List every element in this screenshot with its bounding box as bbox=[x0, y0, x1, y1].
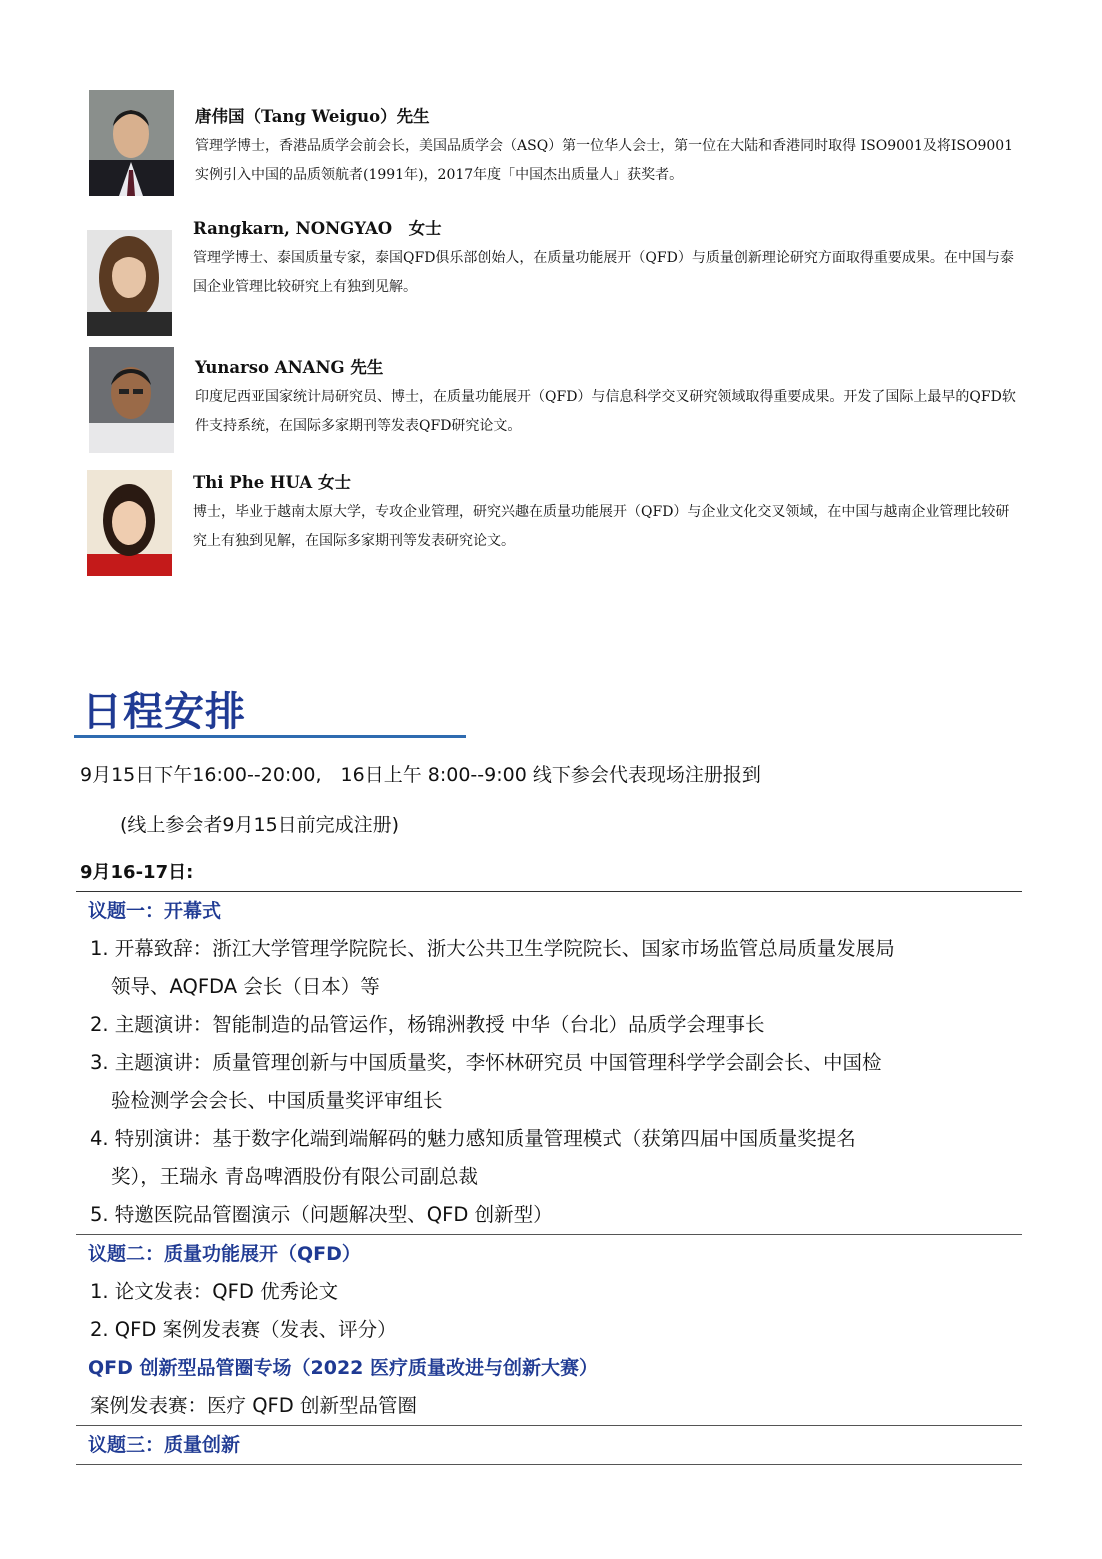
agenda-item bbox=[76, 1120, 1022, 1196]
speaker-name: Thi Phe HUA 女士 bbox=[193, 473, 351, 492]
speaker-photo bbox=[89, 347, 174, 453]
speaker-info bbox=[195, 106, 1025, 190]
speaker-photo bbox=[89, 90, 174, 196]
agenda-item bbox=[76, 1387, 1022, 1425]
registration-info: 9月15日下午16:00--20:00, 16日上午 8:00--9:00 线下参会代表现场注册报到 bbox=[80, 764, 761, 786]
agenda-item-text: 5. 特邀医院品管圈演示（问题解决型、QFD 创新型） bbox=[90, 1203, 553, 1226]
speaker-name: Rangkarn, NONGYAO 女士 bbox=[193, 219, 442, 238]
speaker-photo bbox=[87, 470, 172, 576]
agenda-item bbox=[76, 1196, 1022, 1234]
agenda-item bbox=[76, 1044, 1022, 1120]
title-underline bbox=[74, 735, 466, 738]
agenda-item bbox=[76, 1006, 1022, 1044]
speaker-bio: 管理学博士、泰国质量专家，泰国QFD俱乐部创始人，在质量功能展开（QFD）与质量创新理论研究方面取得重要成果。在中国与泰国企业管理比较研究上有独到见解。 bbox=[193, 250, 1014, 295]
agenda-item-text: 2. 主题演讲：智能制造的品管运作，杨锦洲教授 中华（台北）品质学会理事长 bbox=[90, 1013, 765, 1036]
topic-heading: 议题一：开幕式 bbox=[88, 900, 222, 922]
speaker-bio: 管理学博士，香港品质学会前会长，美国品质学会（ASQ）第一位华人会士，第一位在大陆和香港同时取得 ISO9001及将ISO9001实例引入中国的品质领航者(1991年)，2017年度「中国杰出质量人」获奖者。 bbox=[195, 138, 1014, 183]
agenda-item bbox=[76, 930, 1022, 1006]
agenda-item-continuation: 领导、AQFDA 会长（日本）等 bbox=[111, 975, 380, 998]
agenda-item-text: 2. QFD 案例发表赛（发表、评分） bbox=[90, 1318, 397, 1341]
agenda-item-text: 1. 开幕致辞：浙江大学管理学院院长、浙大公共卫生学院院长、国家市场监管总局质量发展局 bbox=[90, 937, 895, 960]
speaker-bio: 印度尼西亚国家统计局研究员、博士，在质量功能展开（QFD）与信息科学交叉研究领域取得重要成果。开发了国际上最早的QFD软件支持系统，在国际多家期刊等发表QFD研究论文。 bbox=[195, 389, 1016, 434]
speaker-info bbox=[193, 218, 1023, 302]
speaker-photo bbox=[87, 230, 172, 336]
agenda-item-text: 1. 论文发表：QFD 优秀论文 bbox=[90, 1280, 339, 1303]
speaker-name: Yunarso ANANG 先生 bbox=[195, 358, 384, 377]
speaker-info bbox=[195, 357, 1025, 441]
agenda-item bbox=[76, 1311, 1022, 1349]
agenda-item-continuation: 验检测学会会长、中国质量奖评审组长 bbox=[111, 1089, 443, 1112]
schedule-days: 9月16-17日: bbox=[80, 862, 194, 883]
speaker-name: 唐伟国（Tang Weiguo）先生 bbox=[195, 107, 430, 126]
speaker-bio: 博士，毕业于越南太原大学，专攻企业管理，研究兴趣在质量功能展开（QFD）与企业文化交叉领域，在中国与越南企业管理比较研究上有独到见解，在国际多家期刊等发表研究论文。 bbox=[193, 504, 1010, 549]
agenda-item bbox=[76, 1273, 1022, 1311]
topic-heading: 议题三：质量创新 bbox=[88, 1434, 241, 1456]
special-session-heading: QFD 创新型品管圈专场（2022 医疗质量改进与创新大赛） bbox=[88, 1357, 599, 1379]
schedule-title: 日程安排 bbox=[82, 689, 246, 735]
agenda-item-text: 4. 特别演讲：基于数字化端到端解码的魅力感知质量管理模式（获第四届中国质量奖提名 bbox=[90, 1127, 856, 1150]
agenda-item-text: 3. 主题演讲：质量管理创新与中国质量奖，李怀林研究员 中国管理科学学会副会长、中国检 bbox=[90, 1051, 882, 1074]
agenda-item-text: 案例发表赛：医疗 QFD 创新型品管圈 bbox=[90, 1394, 417, 1417]
speaker-info bbox=[193, 472, 1023, 556]
online-registration-note: (线上参会者9月15日前完成注册) bbox=[120, 814, 400, 836]
topic-heading: 议题二：质量功能展开（QFD） bbox=[88, 1243, 361, 1265]
agenda-item-continuation: 奖），王瑞永 青岛啤酒股份有限公司副总裁 bbox=[111, 1165, 478, 1188]
agenda-table bbox=[76, 891, 1022, 1465]
